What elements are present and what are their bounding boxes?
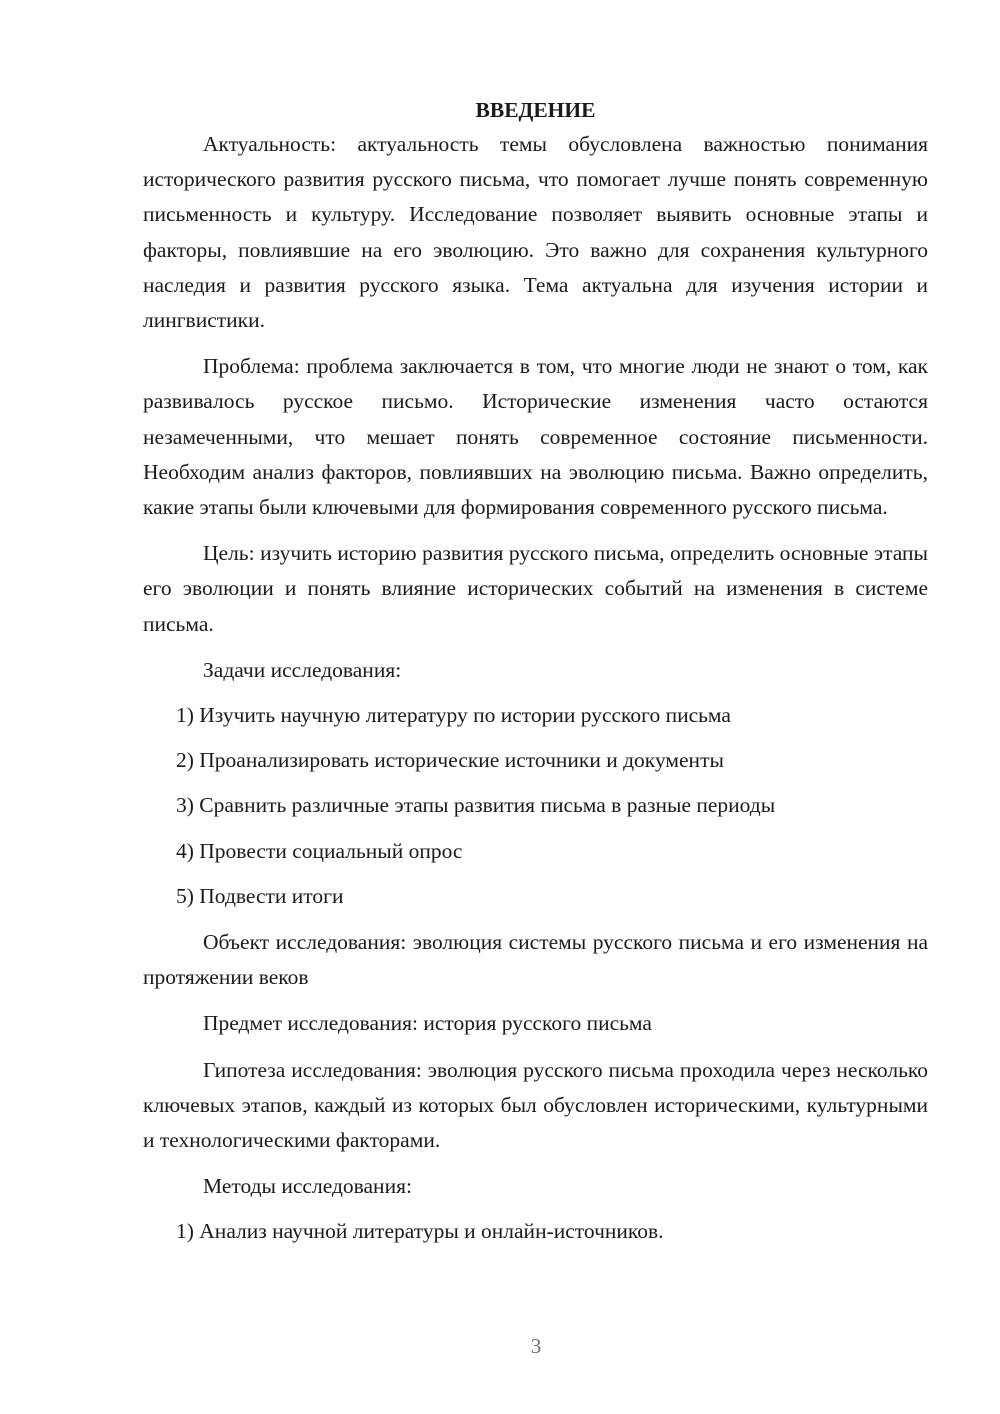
hypothesis-paragraph: Гипотеза исследования: эволюция русского письма проходила через несколько ключевых этапов, каждый из которых был обусловлен историческими, культурными и технологическими факторами. xyxy=(143,1057,928,1153)
task-item-1: 1) Изучить научную литературу по истории русского письма xyxy=(176,703,731,728)
methods-heading: Методы исследования: xyxy=(203,1174,412,1199)
page-number: 3 xyxy=(530,1334,542,1358)
goal-paragraph: Цель: изучить историю развития русского письма, определить основные этапы его эволюции и понять влияние исторических событий на изменения в системе письма. xyxy=(143,541,928,636)
task-item-3: 3) Сравнить различные этапы развития письма в разные периоды xyxy=(176,793,776,818)
relevance-paragraph: Актуальность: актуальность темы обусловлена важностью понимания исторического развития русского письма, что помогает лучше понять современную письменность и культуру. Исследование позволяет выявить основные этапы и факторы, повлиявшие на его эволюцию. Это важно для сохранения культурного наследия и развития русского языка. Тема актуальна для изучения истории и лингвистики. xyxy=(143,132,928,333)
tasks-heading: Задачи исследования: xyxy=(203,657,402,682)
subject-paragraph: Предмет исследования: история русского письма xyxy=(203,1011,652,1036)
problem-paragraph: Проблема: проблема заключается в том, что многие люди не знают о том, как развивалось русское письмо. Исторические изменения часто остаются незамеченными, что мешает понять современное состояние письменности. Необходим анализ факторов, повлиявших на эволюцию письма. Важно определить, какие этапы были ключевыми для формирования современного русского письма. xyxy=(143,354,928,520)
section-title: ВВЕДЕНИЕ xyxy=(475,98,596,122)
task-item-4: 4) Провести социальный опрос xyxy=(176,838,463,863)
task-item-2: 2) Проанализировать исторические источники и документы xyxy=(176,748,724,773)
object-paragraph: Объект исследования: эволюция системы русского письма и его изменения на протяжении веков xyxy=(143,930,928,990)
page-content xyxy=(143,93,928,1250)
task-item-5: 5) Подвести итоги xyxy=(176,883,344,908)
method-item-1: 1) Анализ научной литературы и онлайн-источников. xyxy=(176,1219,664,1244)
